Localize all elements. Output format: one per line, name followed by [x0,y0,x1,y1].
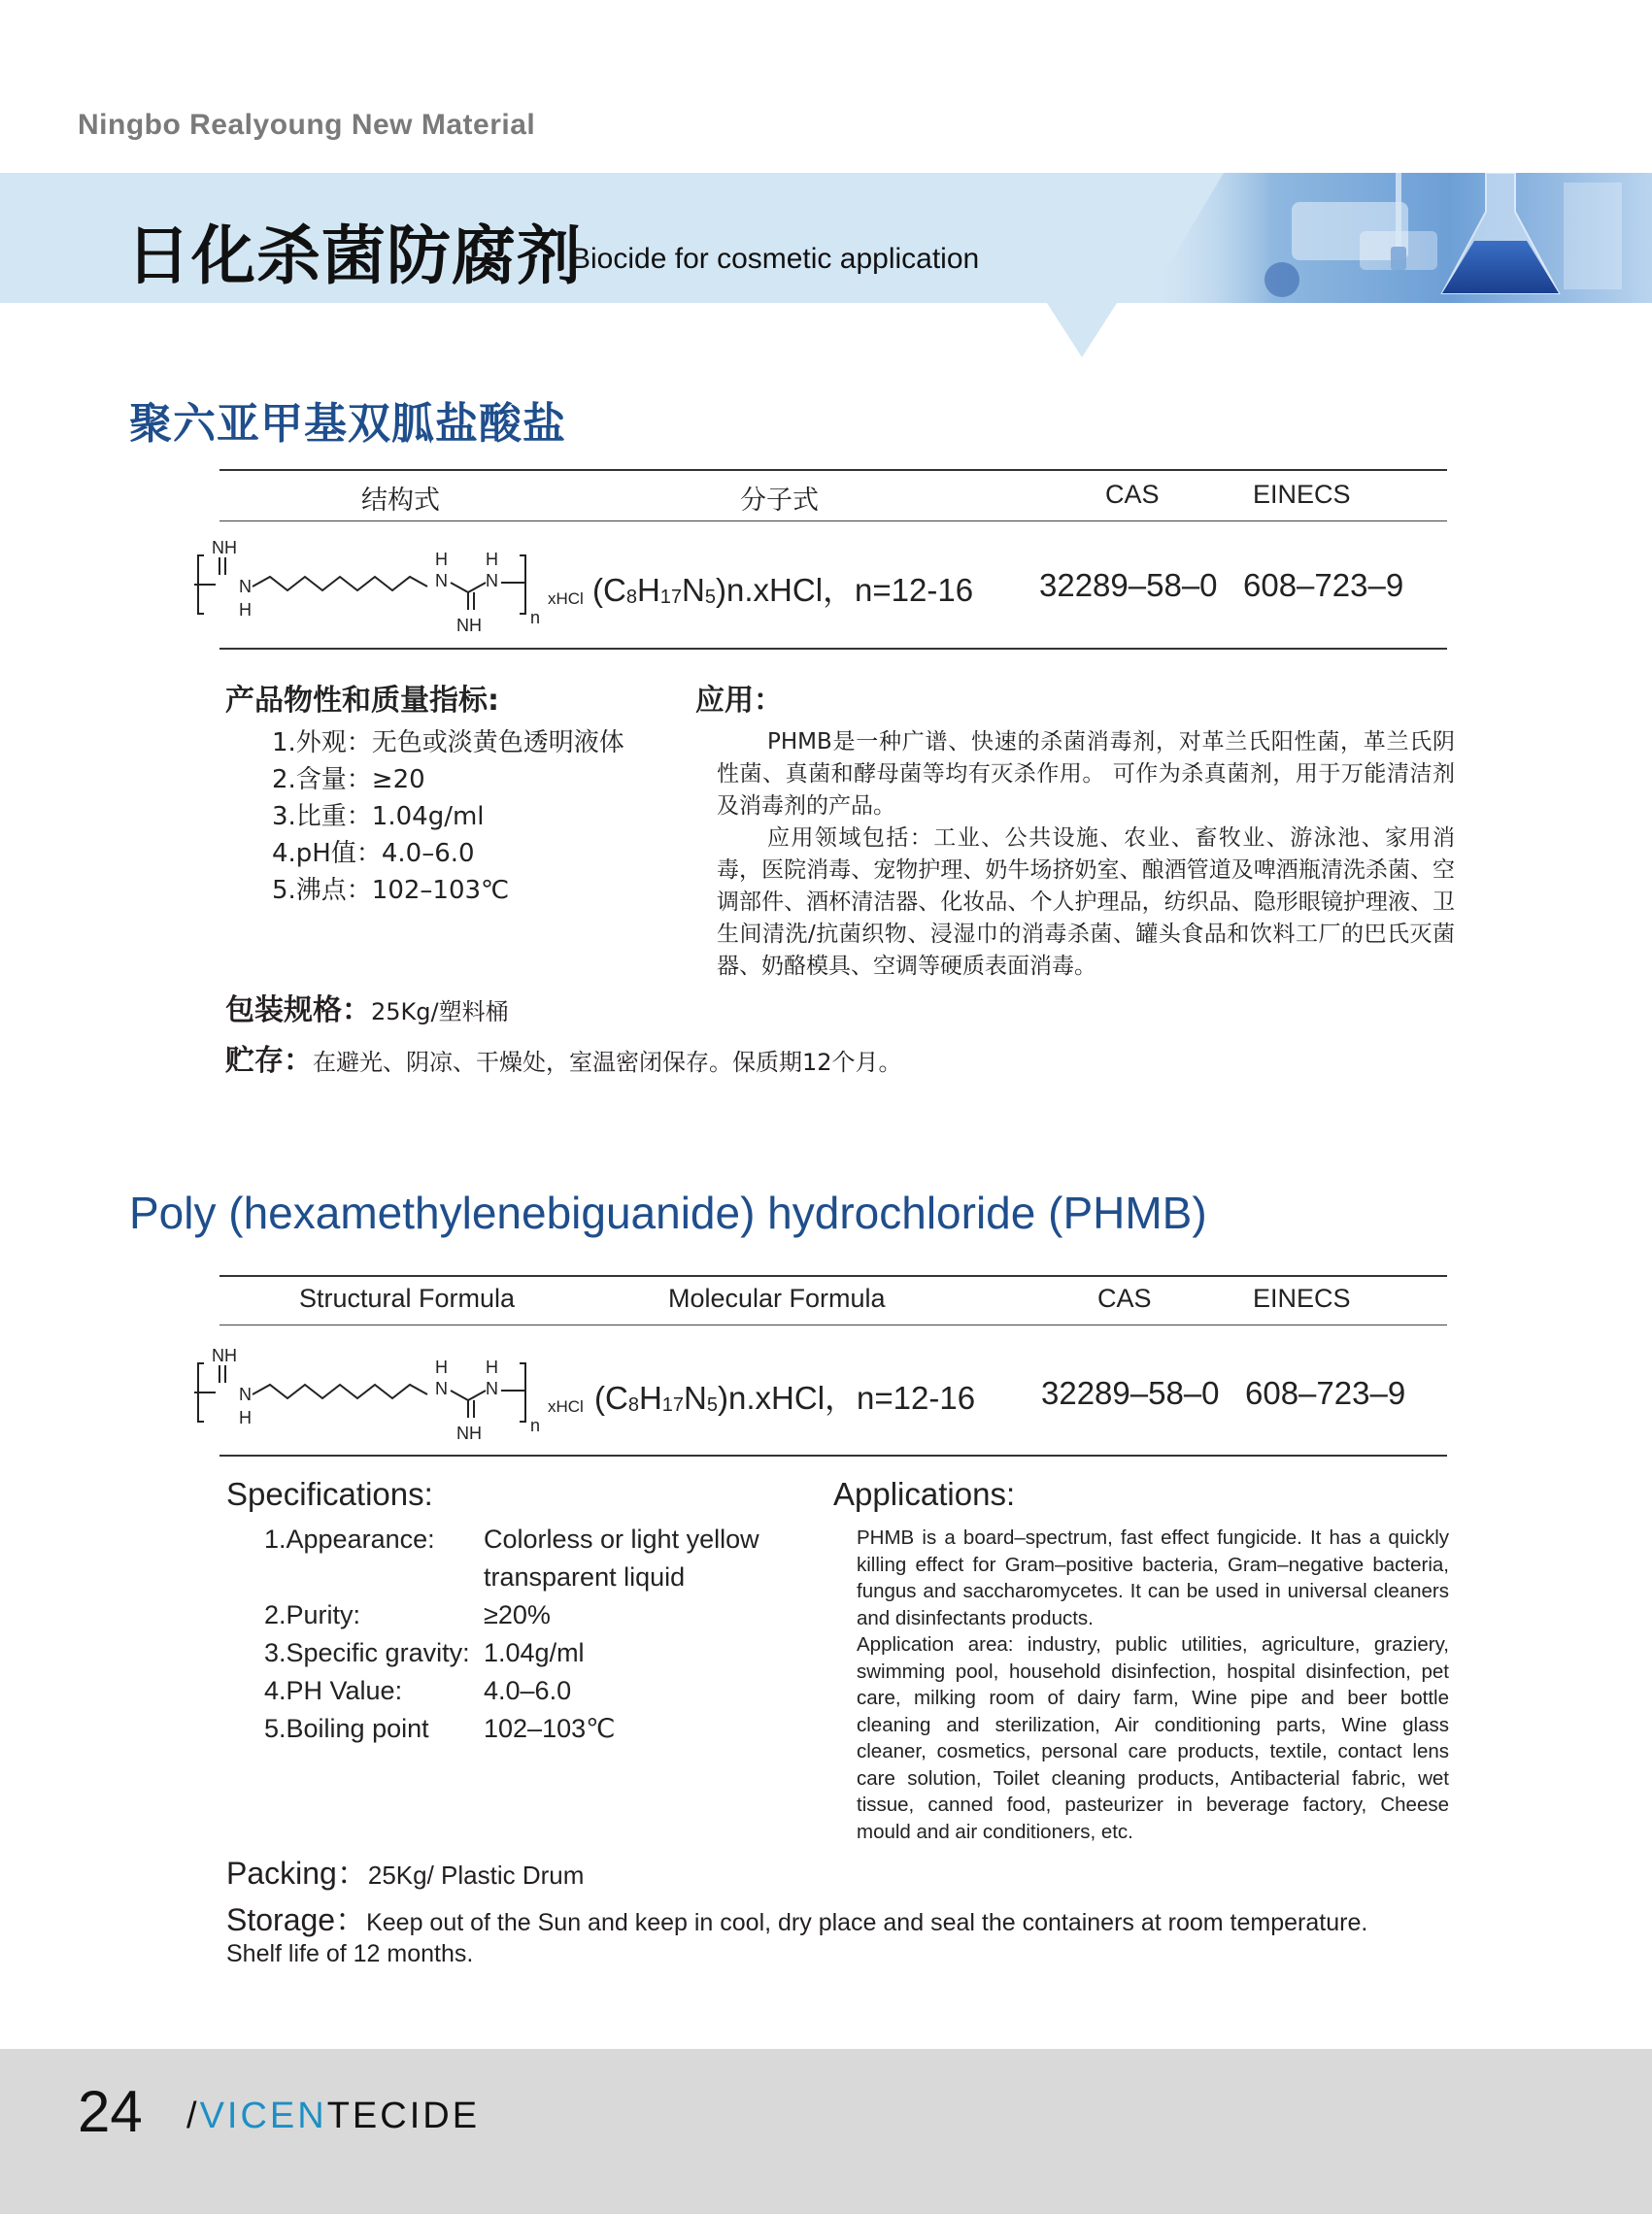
cas-number-cn: 32289–58–0 [1039,567,1218,603]
svg-text:xHCl: xHCl [548,589,584,608]
svg-text:NH: NH [456,1424,482,1441]
storage-value: Keep out of the Sun and keep in cool, dry place and seal the containers at room temperature. [366,1909,1368,1936]
specs-title-en: Specifications: [226,1476,433,1512]
svg-text:H: H [239,600,252,620]
spec-value: ≥20% [484,1600,551,1629]
packing-label: Packing： [226,1856,368,1891]
page-number: 24 [78,2079,143,2144]
spec-label: 5.Boiling point [264,1714,429,1743]
header-cas-cn: CAS [1105,480,1160,509]
table-header-rule-cn [219,520,1447,521]
svg-text:NH: NH [212,538,237,557]
svg-text:n: n [530,608,541,627]
structural-formula-en [194,1344,602,1441]
spec-label: 3.Specific gravity: [264,1638,470,1667]
app-paragraph: PHMB是一种广谱、快速的杀菌消毒剂，对革兰氏阳性菌，革兰氏阴性菌、真菌和酵母菌等均有灭杀作用。 可作为杀真菌剂，用于万能清洁剂及消毒剂的产品。 [717,729,1455,819]
structural-formula-cn [194,536,602,633]
svg-text:H: H [435,1358,448,1377]
svg-text:H: H [486,1358,498,1377]
spec-value: 1.04g/ml [484,1638,585,1667]
table-top-rule-cn [219,469,1447,471]
header-einecs-en: EINECS [1253,1284,1351,1313]
cas-number-en: 32289–58–0 [1041,1375,1220,1411]
banner-pointer [1047,303,1117,357]
spec-item: 3.比重：1.04g/ml [272,802,485,831]
svg-text:n: n [530,1416,541,1435]
spec-value: 4.0–6.0 [484,1676,572,1705]
einecs-number-cn: 608–723–9 [1243,567,1404,603]
applications-text-cn [717,726,1455,983]
svg-text:H: H [239,1408,252,1427]
header-formula-en: Molecular Formula [668,1284,886,1313]
packing-label: 包装规格： [225,993,371,1027]
svg-text:N: N [239,1385,252,1404]
einecs-number-en: 608–723–9 [1245,1375,1406,1411]
header-einecs-cn: EINECS [1253,480,1351,509]
svg-text:xHCl: xHCl [548,1397,584,1416]
spec-item: 4.pH值：4.0–6.0 [272,839,475,868]
table-bottom-rule-cn [219,648,1447,650]
svg-text:N: N [239,577,252,596]
svg-text:H: H [435,550,448,569]
storage-label: 贮存： [225,1044,313,1078]
spec-value: Colorless or light yellow [484,1525,759,1554]
banner-title-cn: 日化杀菌防腐剂 [126,218,582,293]
spec-list-en [264,1521,808,1748]
svg-text:N: N [486,1379,498,1398]
applications-text-en [857,1525,1449,1845]
svg-text:H: H [486,550,498,569]
spec-label: 4.PH Value: [264,1676,403,1705]
molecular-formula-en: $(C_8H_{17}N_5)n.xHCl$，n=12-16 [594,1380,976,1416]
applications-title-cn: 应用： [695,684,783,718]
packing-value: 25Kg/ Plastic Drum [367,1861,585,1890]
spec-row [264,1634,808,1672]
spec-value: 102–103℃ [484,1714,616,1743]
spec-list-cn [272,724,624,909]
header-formula-cn: 分子式 [740,486,819,516]
storage-value: 在避光、阴凉、干燥处，室温密闭保存。保质期12个月。 [313,1049,902,1076]
svg-text:N: N [435,571,448,590]
storage-label: Storage： [226,1902,367,1937]
spec-row [264,1672,808,1710]
svg-text:NH: NH [212,1346,237,1365]
packing-en [226,1849,584,1894]
app-paragraph: Application area: industry, public utilities, agriculture, graziery, swimming pool, household disinfection, hospital disinfection, pet care, milking room of dairy farm, Wine pipe and beer bottle cleaning and sterilization, Air conditioning parts, Wine glass cleaner, cosmetics, personal care products, textile, contact lens care solution, Toilet cleaning products, Antibacterial fabric, wet tissue, canned food, pasteurizer in beverage factory, Cheese mould and air conditioners, etc. [857,1633,1449,1843]
spec-item: 5.沸点：102–103℃ [272,876,510,905]
product-heading-en: Poly (hexamethylenebiguanide) hydrochloride (PHMB) [129,1188,1207,1238]
product-heading-cn: 聚六亚甲基双胍盐酸盐 [129,399,566,449]
header-cas-en: CAS [1097,1284,1152,1313]
packing-cn [225,986,509,1028]
table-bottom-rule-en [219,1455,1447,1457]
spec-label: 1.Appearance: [264,1525,435,1554]
svg-text:N: N [486,571,498,590]
spec-value: transparent liquid [484,1562,686,1592]
svg-text:N: N [435,1379,448,1398]
specs-title-cn: 产品物性和质量指标: [225,684,499,718]
lab-flask-image [1107,173,1652,303]
spec-label: 2.Purity: [264,1600,361,1629]
banner-title-en: Biocide for cosmetic application [571,243,980,275]
company-name: Ningbo Realyoung New Material [78,109,536,141]
spec-row [264,1596,808,1634]
spec-row [264,1559,808,1596]
spec-item: 2.含量：≥20 [272,765,425,794]
storage-en [226,1895,1367,1940]
spec-row [264,1521,808,1559]
applications-title-en: Applications: [833,1476,1016,1512]
shelf-life-en: Shelf life of 12 months. [226,1940,474,1967]
header-structure-en: Structural Formula [299,1284,516,1313]
app-paragraph: 应用领域包括：工业、公共设施、农业、畜牧业、游泳池、家用消毒，医院消毒、宠物护理、奶牛场挤奶室、酿酒管道及啤酒瓶清洗杀菌、空调部件、酒杯清洁器、化妆品、个人护理品，纺织品、隐形眼镜护理液、卫生间清洗/抗菌织物、浸湿巾的消毒杀菌、罐头食品和饮料工厂的巴氏灭菌器、奶酪模具、空调等硬质表面消毒。 [717,825,1455,979]
app-paragraph: PHMB is a board–spectrum, fast effect fungicide. It has a quickly killing effect for Gram–positive bacteria, Gram–negative bacteria, fungus and saccharomycetes. It can be used in universal cleaners and disinfectants products. [857,1526,1449,1629]
table-top-rule-en [219,1275,1447,1277]
brand-name: /VICENTECIDE [186,2096,481,2136]
svg-text:NH: NH [456,616,482,633]
spec-item: 1.外观：无色或淡黄色透明液体 [272,728,624,757]
spec-row [264,1710,808,1748]
packing-value: 25Kg/塑料桶 [371,998,509,1025]
molecular-formula-cn: $(C_8H_{17}N_5)n.xHCl$，n=12-16 [592,572,974,608]
header-structure-cn: 结构式 [361,486,440,516]
storage-cn [225,1036,902,1079]
